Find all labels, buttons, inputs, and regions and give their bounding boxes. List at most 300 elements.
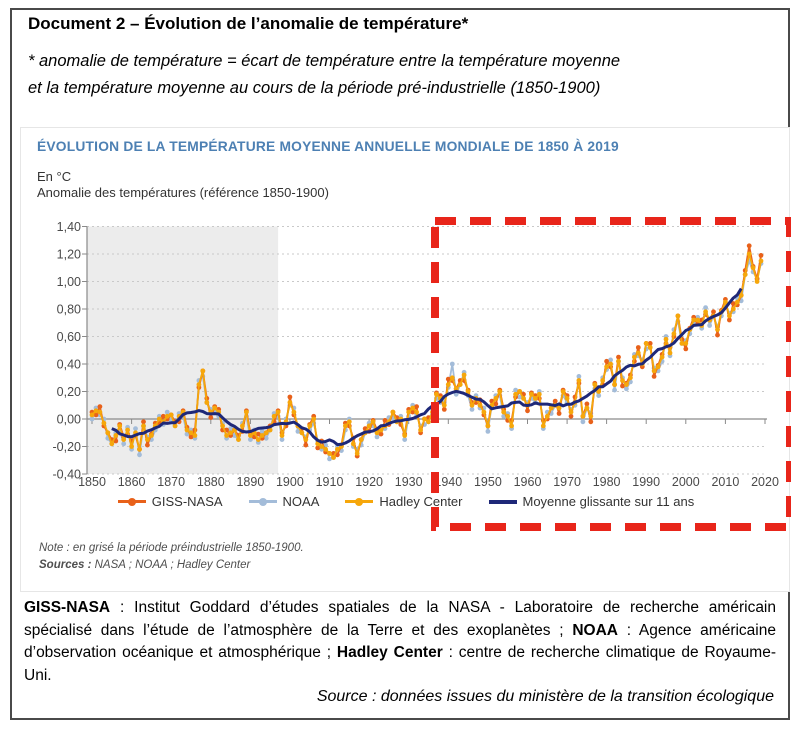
- data-point-giss-nasa: [161, 414, 166, 419]
- data-point-noaa: [616, 359, 621, 364]
- data-point-hadley-center: [581, 414, 586, 419]
- data-point-noaa: [501, 414, 506, 419]
- data-point-hadley-center: [521, 396, 526, 401]
- data-point-hadley-center: [272, 414, 277, 419]
- data-point-giss-nasa: [105, 430, 110, 435]
- data-point-noaa: [751, 270, 756, 275]
- data-point-giss-nasa: [672, 334, 677, 339]
- data-point-noaa: [292, 406, 297, 411]
- data-point-noaa: [331, 455, 336, 460]
- data-point-hadley-center: [109, 441, 114, 446]
- data-point-hadley-center: [418, 428, 423, 433]
- data-point-hadley-center: [189, 430, 194, 435]
- data-point-noaa: [94, 406, 99, 411]
- data-point-noaa: [731, 309, 736, 314]
- data-point-noaa: [375, 435, 380, 440]
- x-tick-label: 1900: [275, 475, 304, 489]
- data-point-hadley-center: [264, 430, 269, 435]
- data-point-noaa: [505, 411, 510, 416]
- data-point-noaa: [628, 380, 633, 385]
- data-point-giss-nasa: [90, 410, 95, 415]
- data-point-noaa: [359, 443, 364, 448]
- data-point-hadley-center: [672, 331, 677, 336]
- data-point-giss-nasa: [533, 393, 538, 398]
- data-point-giss-nasa: [644, 341, 649, 346]
- data-point-noaa: [668, 353, 673, 358]
- giss-nasa-line-marker-icon: [118, 497, 146, 506]
- data-point-hadley-center: [462, 373, 467, 378]
- y-tick-label: 1,40: [56, 220, 81, 234]
- data-point-noaa: [244, 414, 249, 419]
- data-point-noaa: [719, 314, 724, 319]
- data-point-giss-nasa: [541, 418, 546, 423]
- x-tick-label: 1950: [473, 475, 502, 489]
- data-point-giss-nasa: [683, 347, 688, 352]
- data-point-noaa: [323, 443, 328, 448]
- data-point-hadley-center: [676, 314, 681, 319]
- data-point-noaa: [351, 444, 356, 449]
- data-point-noaa: [636, 353, 641, 358]
- data-point-noaa: [410, 403, 415, 408]
- data-point-giss-nasa: [256, 432, 261, 437]
- data-point-hadley-center: [303, 437, 308, 442]
- data-point-noaa: [383, 426, 388, 431]
- data-point-giss-nasa: [410, 410, 415, 415]
- data-point-hadley-center: [739, 293, 744, 298]
- data-point-giss-nasa: [177, 419, 182, 424]
- data-point-hadley-center: [105, 430, 110, 435]
- data-point-hadley-center: [549, 406, 554, 411]
- chart-block: [20, 127, 790, 592]
- data-point-giss-nasa: [319, 439, 324, 444]
- x-tick-label: 1890: [236, 475, 265, 489]
- data-point-hadley-center: [157, 417, 162, 422]
- data-point-hadley-center: [379, 428, 384, 433]
- data-point-noaa: [474, 393, 479, 398]
- data-point-giss-nasa: [501, 407, 506, 412]
- data-point-noaa: [272, 411, 277, 416]
- data-point-hadley-center: [323, 447, 328, 452]
- data-point-hadley-center: [640, 362, 645, 367]
- data-point-giss-nasa: [402, 432, 407, 437]
- data-point-giss-nasa: [232, 428, 237, 433]
- data-point-hadley-center: [299, 430, 304, 435]
- data-point-noaa: [307, 428, 312, 433]
- data-point-hadley-center: [402, 433, 407, 438]
- glossary-text: : centre de recherche climatique de Royaume-Uni.: [24, 644, 776, 684]
- data-point-giss-nasa: [343, 421, 348, 426]
- data-point-giss-nasa: [303, 443, 308, 448]
- data-point-noaa: [232, 433, 237, 438]
- data-point-giss-nasa: [549, 406, 554, 411]
- x-tick-label: 1970: [553, 475, 582, 489]
- data-point-giss-nasa: [98, 404, 103, 409]
- data-point-noaa: [517, 395, 522, 400]
- data-point-hadley-center: [458, 382, 463, 387]
- data-point-hadley-center: [652, 369, 657, 374]
- data-point-hadley-center: [628, 375, 633, 380]
- data-point-hadley-center: [707, 318, 712, 323]
- data-point-hadley-center: [565, 396, 570, 401]
- data-point-giss-nasa: [632, 359, 637, 364]
- data-point-giss-nasa: [375, 428, 380, 433]
- legend-item-moving-average: [489, 494, 695, 509]
- data-point-giss-nasa: [299, 426, 304, 431]
- data-point-giss-nasa: [505, 418, 510, 423]
- data-point-noaa: [727, 311, 732, 316]
- data-point-noaa: [303, 435, 308, 440]
- data-point-giss-nasa: [561, 388, 566, 393]
- data-point-hadley-center: [185, 428, 190, 433]
- data-point-noaa: [228, 426, 233, 431]
- data-point-giss-nasa: [426, 415, 431, 420]
- series-line-hadley-center: [92, 254, 761, 458]
- data-point-giss-nasa: [284, 424, 289, 429]
- glossary-term-noaa: NOAA: [572, 621, 618, 639]
- data-point-hadley-center: [426, 419, 431, 424]
- data-point-giss-nasa: [189, 435, 194, 440]
- data-point-noaa: [648, 345, 653, 350]
- data-point-giss-nasa: [727, 318, 732, 323]
- data-point-noaa: [588, 411, 593, 416]
- data-point-noaa: [676, 319, 681, 324]
- data-point-hadley-center: [486, 424, 491, 429]
- data-point-giss-nasa: [296, 424, 301, 429]
- data-point-giss-nasa: [648, 341, 653, 346]
- data-point-hadley-center: [228, 430, 233, 435]
- data-point-giss-nasa: [486, 424, 491, 429]
- data-point-noaa: [153, 428, 158, 433]
- data-point-noaa: [248, 437, 253, 442]
- sources-text: NASA ; NOAA ; Hadley Center: [91, 559, 251, 571]
- data-point-noaa: [394, 419, 399, 424]
- data-point-hadley-center: [759, 259, 764, 264]
- data-point-noaa: [268, 428, 273, 433]
- data-point-giss-nasa: [220, 428, 225, 433]
- data-point-noaa: [169, 418, 174, 423]
- data-point-giss-nasa: [141, 419, 146, 424]
- data-point-noaa: [565, 400, 570, 405]
- data-point-giss-nasa: [513, 395, 518, 400]
- data-point-noaa: [573, 403, 578, 408]
- data-point-noaa: [585, 406, 590, 411]
- data-point-giss-nasa: [604, 359, 609, 364]
- data-point-noaa: [660, 359, 665, 364]
- data-point-noaa: [311, 421, 316, 426]
- data-point-noaa: [537, 389, 542, 394]
- glossary-term-hadley: Hadley Center: [336, 644, 443, 661]
- data-point-giss-nasa: [197, 385, 202, 390]
- data-point-giss-nasa: [743, 268, 748, 273]
- data-point-giss-nasa: [569, 414, 574, 419]
- data-point-giss-nasa: [224, 428, 229, 433]
- data-point-hadley-center: [434, 392, 439, 397]
- data-point-giss-nasa: [244, 408, 249, 413]
- data-point-noaa: [315, 439, 320, 444]
- data-point-giss-nasa: [493, 402, 498, 407]
- data-point-hadley-center: [406, 410, 411, 415]
- data-point-hadley-center: [699, 323, 704, 328]
- data-point-noaa: [632, 352, 637, 357]
- data-point-giss-nasa: [557, 411, 562, 416]
- data-point-giss-nasa: [699, 318, 704, 323]
- data-point-noaa: [204, 400, 209, 405]
- data-point-giss-nasa: [339, 443, 344, 448]
- data-point-hadley-center: [359, 437, 364, 442]
- data-point-giss-nasa: [664, 341, 669, 346]
- data-point-noaa: [759, 261, 764, 266]
- data-point-giss-nasa: [759, 253, 764, 258]
- data-point-hadley-center: [422, 417, 427, 422]
- data-point-giss-nasa: [592, 381, 597, 386]
- data-point-noaa: [711, 314, 716, 319]
- noaa-line-marker-icon: [249, 497, 277, 506]
- data-point-giss-nasa: [660, 352, 665, 357]
- data-point-hadley-center: [715, 327, 720, 332]
- data-point-giss-nasa: [755, 276, 760, 281]
- data-point-noaa: [165, 410, 170, 415]
- data-point-hadley-center: [177, 414, 182, 419]
- data-point-giss-nasa: [430, 415, 435, 420]
- data-point-hadley-center: [394, 419, 399, 424]
- series-line-giss-nasa: [92, 246, 761, 456]
- x-tick-label: 1960: [513, 475, 542, 489]
- data-point-hadley-center: [94, 408, 99, 413]
- legend-label: Moyenne glissante sur 11 ans: [522, 494, 695, 509]
- chart-unit-label: En °C: [37, 169, 72, 184]
- data-point-giss-nasa: [228, 433, 233, 438]
- data-point-noaa: [664, 334, 669, 339]
- data-point-noaa: [157, 414, 162, 419]
- data-point-giss-nasa: [359, 437, 364, 442]
- data-point-hadley-center: [588, 414, 593, 419]
- data-point-noaa: [414, 413, 419, 418]
- data-point-hadley-center: [493, 396, 498, 401]
- data-point-hadley-center: [327, 451, 332, 456]
- data-point-hadley-center: [755, 279, 760, 284]
- data-point-noaa: [458, 382, 463, 387]
- data-point-hadley-center: [212, 406, 217, 411]
- data-point-noaa: [450, 362, 455, 367]
- data-point-giss-nasa: [640, 364, 645, 369]
- data-point-giss-nasa: [129, 439, 134, 444]
- data-point-noaa: [541, 426, 546, 431]
- x-tick-label: 2020: [751, 475, 779, 489]
- chart-sources: [39, 559, 250, 571]
- data-point-noaa: [699, 326, 704, 331]
- data-point-noaa: [739, 298, 744, 303]
- data-point-giss-nasa: [181, 408, 186, 413]
- data-point-hadley-center: [90, 413, 95, 418]
- data-point-hadley-center: [711, 314, 716, 319]
- data-point-giss-nasa: [145, 443, 150, 448]
- data-point-giss-nasa: [577, 381, 582, 386]
- data-point-hadley-center: [620, 378, 625, 383]
- data-point-giss-nasa: [517, 389, 522, 394]
- data-point-noaa: [680, 341, 685, 346]
- data-point-giss-nasa: [347, 424, 352, 429]
- data-point-giss-nasa: [489, 399, 494, 404]
- data-point-giss-nasa: [482, 413, 487, 418]
- data-point-giss-nasa: [687, 326, 692, 331]
- data-point-giss-nasa: [418, 430, 423, 435]
- y-tick-label: -0,40: [52, 467, 81, 482]
- x-tick-label: 1920: [355, 475, 384, 489]
- data-point-giss-nasa: [707, 318, 712, 323]
- data-point-giss-nasa: [434, 391, 439, 396]
- data-point-noaa: [509, 426, 514, 431]
- data-point-giss-nasa: [553, 399, 558, 404]
- data-point-noaa: [545, 410, 550, 415]
- data-point-noaa: [406, 414, 411, 419]
- data-point-hadley-center: [743, 272, 748, 277]
- data-point-hadley-center: [727, 314, 732, 319]
- data-point-giss-nasa: [636, 345, 641, 350]
- data-point-noaa: [612, 388, 617, 393]
- data-point-hadley-center: [347, 419, 352, 424]
- data-point-hadley-center: [537, 392, 542, 397]
- data-point-noaa: [557, 403, 562, 408]
- legend-item-giss-nasa: [118, 494, 223, 509]
- data-point-hadley-center: [193, 433, 198, 438]
- data-point-noaa: [743, 272, 748, 277]
- data-point-noaa: [478, 406, 483, 411]
- legend-item-hadley-center: [345, 494, 462, 509]
- data-point-hadley-center: [632, 355, 637, 360]
- data-point-noaa: [549, 411, 554, 416]
- data-point-giss-nasa: [478, 397, 483, 402]
- data-point-giss-nasa: [466, 388, 471, 393]
- data-point-noaa: [707, 323, 712, 328]
- data-point-hadley-center: [117, 424, 122, 429]
- data-point-hadley-center: [256, 437, 261, 442]
- data-point-giss-nasa: [406, 407, 411, 412]
- data-point-giss-nasa: [585, 402, 590, 407]
- x-tick-label: 1910: [315, 475, 344, 489]
- data-point-noaa: [181, 414, 186, 419]
- sources-label: Sources :: [39, 559, 92, 571]
- data-point-giss-nasa: [656, 363, 661, 368]
- data-point-noaa: [137, 452, 142, 457]
- data-point-giss-nasa: [529, 391, 534, 396]
- data-point-giss-nasa: [327, 451, 332, 456]
- data-point-noaa: [121, 441, 126, 446]
- data-point-hadley-center: [288, 400, 293, 405]
- data-point-hadley-center: [545, 414, 550, 419]
- data-point-noaa: [355, 447, 360, 452]
- data-point-noaa: [363, 430, 368, 435]
- data-point-hadley-center: [121, 437, 126, 442]
- data-point-giss-nasa: [185, 425, 190, 430]
- data-point-giss-nasa: [113, 439, 118, 444]
- data-point-noaa: [493, 393, 498, 398]
- data-point-hadley-center: [145, 437, 150, 442]
- data-point-hadley-center: [747, 252, 752, 257]
- data-point-giss-nasa: [252, 435, 257, 440]
- data-point-noaa: [497, 393, 502, 398]
- x-tick-label: 1930: [394, 475, 423, 489]
- data-point-hadley-center: [656, 364, 661, 369]
- data-point-giss-nasa: [363, 426, 368, 431]
- data-point-giss-nasa: [121, 435, 126, 440]
- glossary-paragraph: [24, 597, 776, 687]
- data-point-giss-nasa: [268, 424, 273, 429]
- document-title: Document 2 – Évolution de l’anomalie de température*: [28, 14, 469, 33]
- data-point-noaa: [426, 419, 431, 424]
- data-point-noaa: [327, 457, 332, 462]
- data-point-noaa: [90, 417, 95, 422]
- data-point-noaa: [703, 305, 708, 310]
- data-point-hadley-center: [410, 406, 415, 411]
- data-point-giss-nasa: [612, 382, 617, 387]
- data-point-giss-nasa: [565, 393, 570, 398]
- data-point-hadley-center: [482, 410, 487, 415]
- data-point-giss-nasa: [212, 404, 217, 409]
- data-point-giss-nasa: [216, 407, 221, 412]
- data-point-hadley-center: [296, 424, 301, 429]
- data-point-hadley-center: [450, 375, 455, 380]
- data-point-giss-nasa: [545, 417, 550, 422]
- legend-label: NOAA: [282, 494, 320, 509]
- data-point-giss-nasa: [620, 384, 625, 389]
- data-point-giss-nasa: [735, 303, 740, 308]
- data-point-noaa: [569, 407, 574, 412]
- data-point-noaa: [117, 428, 122, 433]
- data-point-hadley-center: [585, 406, 590, 411]
- data-point-hadley-center: [430, 410, 435, 415]
- data-point-hadley-center: [573, 400, 578, 405]
- data-point-noaa: [513, 388, 518, 393]
- x-tick-label: 2000: [671, 475, 700, 489]
- data-point-giss-nasa: [442, 407, 447, 412]
- data-point-noaa: [398, 414, 403, 419]
- data-point-giss-nasa: [240, 429, 245, 434]
- data-point-hadley-center: [181, 410, 186, 415]
- y-tick-label: 1,00: [56, 275, 81, 289]
- x-tick-label: 1880: [196, 475, 225, 489]
- data-point-hadley-center: [391, 410, 396, 415]
- data-point-giss-nasa: [292, 413, 297, 418]
- data-point-giss-nasa: [248, 430, 253, 435]
- data-point-giss-nasa: [379, 432, 384, 437]
- preindustrial-shading: [87, 227, 278, 475]
- data-point-hadley-center: [561, 389, 566, 394]
- data-point-hadley-center: [351, 441, 356, 446]
- data-point-hadley-center: [371, 419, 376, 424]
- data-point-hadley-center: [478, 403, 483, 408]
- data-point-giss-nasa: [739, 293, 744, 298]
- data-point-hadley-center: [731, 307, 736, 312]
- legend-item-noaa: [249, 494, 320, 509]
- data-point-noaa: [553, 403, 558, 408]
- data-point-hadley-center: [660, 355, 665, 360]
- data-point-giss-nasa: [731, 301, 736, 306]
- data-point-giss-nasa: [668, 345, 673, 350]
- data-point-giss-nasa: [711, 309, 716, 314]
- data-point-hadley-center: [311, 417, 316, 422]
- data-point-giss-nasa: [169, 413, 174, 418]
- data-point-noaa: [620, 375, 625, 380]
- data-point-noaa: [379, 425, 384, 430]
- data-point-noaa: [454, 392, 459, 397]
- data-point-giss-nasa: [680, 337, 685, 342]
- data-point-giss-nasa: [157, 421, 162, 426]
- data-point-giss-nasa: [208, 415, 213, 420]
- moving-average-line: [112, 289, 741, 445]
- document-source-line: Source : données issues du ministère de la transition écologique: [316, 688, 774, 705]
- data-point-noaa: [462, 370, 467, 375]
- data-point-noaa: [525, 400, 530, 405]
